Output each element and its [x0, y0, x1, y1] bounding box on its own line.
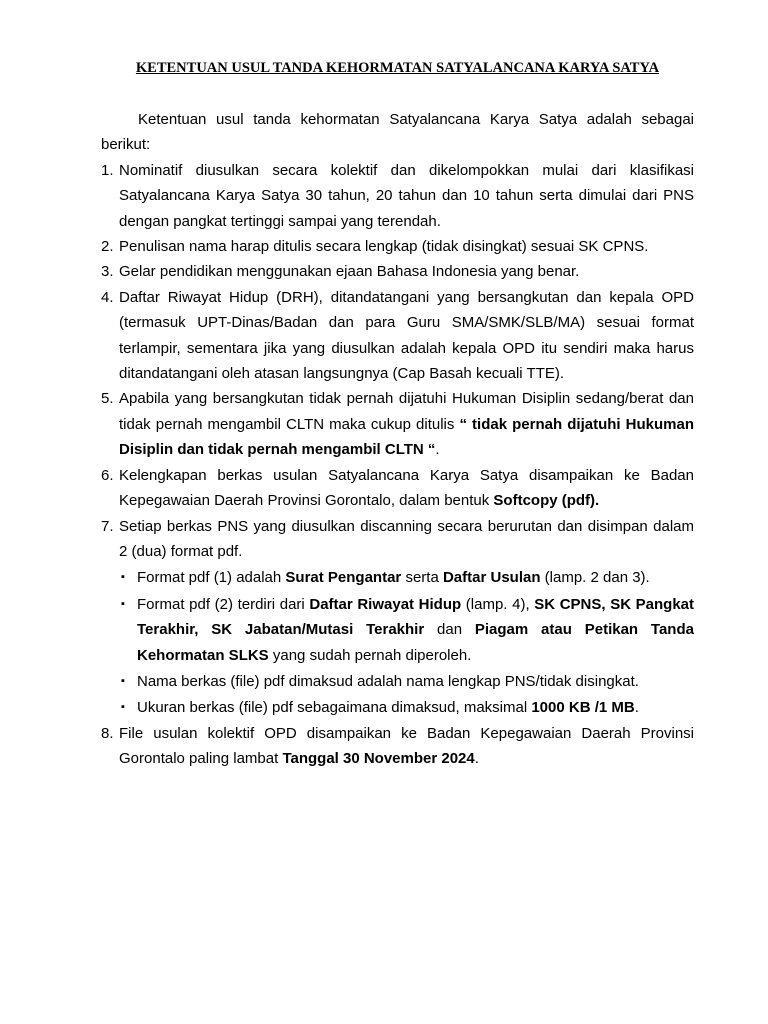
sub-item-text: (lamp. 2 dan 3). [540, 569, 650, 587]
rule-item [101, 514, 694, 721]
rule-text: Apabila yang bersangkutan tidak pernah dijatuhi Hukuman Disiplin sedang/berat dan tidak pernah mengambil CLTN maka cukup ditulis [119, 390, 694, 433]
sub-item-text-bold: Daftar Usulan [442, 569, 541, 587]
rule-text: Daftar Riwayat Hidup (DRH), ditandatangani yang bersangkutan dan kepala OPD (termasuk UPT-Dinas/Badan dan para Guru SMA/SMK/SLB/MA) sesuai format terlampir, sementara jika yang diusulkan adalah kepala OPD itu sendiri maka harus ditandatangani oleh atasan langsungnya (Cap Basah kecuali TTE). [119, 288, 694, 383]
sub-item-text: Nama berkas (file) pdf dimaksud adalah nama lengkap PNS/tidak disingkat. [137, 672, 639, 690]
intro-paragraph: Ketentuan usul tanda kehormatan Satyalancana Karya Satya adalah sebagai berikut: [101, 111, 694, 154]
sub-item-text-bold: Surat Pengantar [285, 569, 402, 587]
sub-item-text-bold: SK CPNS, SK Pangkat Terakhir, SK Jabatan/Mutasi Terakhir [137, 595, 695, 639]
rule-number: 2. [101, 238, 114, 256]
square-bullet-icon: ▪ [121, 571, 125, 584]
rule-text: Gelar pendidikan menggunakan ejaan Bahasa Indonesia yang benar. [119, 263, 580, 281]
rule-number: 4. [101, 288, 114, 306]
rule-item [101, 285, 694, 387]
sub-item-text: Format pdf (1) adalah [137, 569, 286, 587]
sub-item-text: dan [424, 621, 475, 639]
rules-list [101, 158, 694, 772]
rule-number: 8. [101, 724, 114, 742]
rule-text-bold: “ tidak pernah dijatuhi Hukuman Disiplin dan tidak pernah mengambil CLTN “ [119, 415, 694, 459]
rule-number: 6. [101, 466, 114, 484]
sub-list-item [119, 695, 694, 720]
rule-text: Nominatif diusulkan secara kolektif dan dikelompokkan mulai dari klasifikasi Satyalancana Karya Satya 30 tahun, 20 tahun dan 10 tahun serta dimulai dari PNS dengan pangkat tertinggi sampai yang terendah. [119, 161, 694, 230]
rule-number: 5. [101, 390, 114, 408]
rule-item [101, 386, 694, 462]
rule-item [101, 234, 694, 259]
sub-list-item [119, 669, 694, 694]
sub-list-item [119, 592, 694, 668]
square-bullet-icon: ▪ [121, 674, 125, 687]
rule-text: . [435, 441, 440, 459]
rule-text-bold: Tanggal 30 November 2024 [282, 750, 475, 768]
square-bullet-icon: ▪ [121, 701, 125, 714]
sub-item-text: Format pdf (2) terdiri dari [137, 595, 310, 613]
rule-item [101, 259, 694, 284]
rule-text: Penulisan nama harap ditulis secara lengkap (tidak disingkat) sesuai SK CPNS. [119, 238, 649, 256]
rule-number: 3. [101, 263, 114, 281]
sub-item-text-bold: Daftar Riwayat Hidup [309, 595, 462, 613]
rule-text: Kelengkapan berkas usulan Satyalancana Karya Satya disampaikan ke Badan Kepegawaian Daerah Provinsi Gorontalo, dalam bentuk [119, 466, 694, 510]
rule-number: 7. [101, 517, 114, 535]
rule-text: . [474, 750, 479, 768]
sub-list [119, 565, 694, 720]
document-page [101, 56, 694, 772]
rule-item [101, 721, 694, 772]
sub-item-text-bold: 1000 KB /1 MB [531, 699, 635, 717]
sub-list-item [119, 565, 694, 590]
sub-item-text: . [634, 699, 639, 717]
rule-item [101, 158, 694, 234]
sub-item-text: Ukuran berkas (file) pdf sebagaimana dimaksud, maksimal [137, 699, 532, 717]
sub-item-text: (lamp. 4), [461, 595, 535, 613]
rule-number: 1. [101, 161, 114, 179]
sub-item-text: serta [401, 569, 443, 587]
sub-item-text: yang sudah pernah diperoleh. [268, 646, 472, 664]
document-title: KETENTUAN USUL TANDA KEHORMATAN SATYALANCANA KARYA SATYA [135, 60, 660, 76]
rule-text: Setiap berkas PNS yang diusulkan discanning secara berurutan dan disimpan dalam 2 (dua) format pdf. [119, 517, 694, 560]
rule-item [101, 463, 694, 514]
rule-text-bold: Softcopy (pdf). [493, 492, 600, 510]
rule-text: File usulan kolektif OPD disampaikan ke Badan Kepegawaian Daerah Provinsi Gorontalo paling lambat [119, 724, 694, 768]
sub-item-text-bold: Piagam atau Petikan Tanda Kehormatan SLKS [137, 621, 694, 664]
square-bullet-icon: ▪ [121, 597, 125, 610]
